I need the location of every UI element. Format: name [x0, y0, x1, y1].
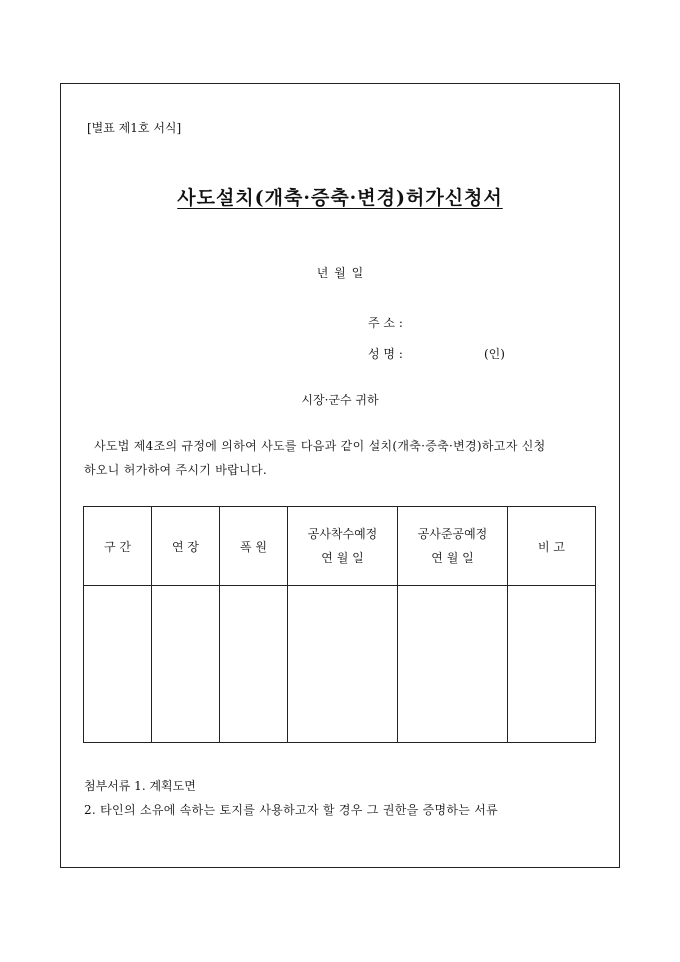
header-remarks: 비 고: [508, 507, 596, 586]
recipient: 시장·군수 귀하: [301, 393, 379, 407]
form-label: [별표 제1호 서식]: [87, 121, 182, 135]
date-line: 년 월 일: [316, 266, 364, 280]
header-start-date-line1: 공사착수예정: [307, 527, 378, 541]
document-title: 사도설치(개축·증축·변경)허가신청서: [177, 187, 503, 209]
name-label: 성 명 :: [368, 347, 403, 361]
table-row: [84, 586, 596, 743]
attachments-line-1: 첨부서류 1. 계획도면: [84, 779, 196, 793]
table-header-row: [84, 507, 596, 586]
header-start-date: [288, 507, 398, 586]
cell-width[interactable]: [220, 586, 288, 743]
header-section: 구 간: [84, 507, 152, 586]
body-text-line-2: 하오니 허가하여 주시기 바랍니다.: [84, 463, 267, 477]
cell-section[interactable]: [84, 586, 152, 743]
header-width: 폭 원: [220, 507, 288, 586]
header-finish-date-line2: 연 월 일: [431, 551, 474, 565]
header-finish-date: [398, 507, 508, 586]
attachments-line-2: 2. 타인의 소유에 속하는 토지를 사용하고자 할 경우 그 권한을 증명하는 서류: [84, 803, 499, 817]
seal-mark: (인): [484, 347, 505, 361]
address-label: 주 소 :: [368, 316, 403, 330]
cell-remarks[interactable]: [508, 586, 596, 743]
cell-start-date[interactable]: [288, 586, 398, 743]
cell-finish-date[interactable]: [398, 586, 508, 743]
body-text-line-1: 사도법 제4조의 규정에 의하여 사도를 다음과 같이 설치(개축·증축·변경)하고자 신청: [94, 439, 546, 453]
header-start-date-line2: 연 월 일: [321, 551, 364, 565]
cell-length[interactable]: [152, 586, 220, 743]
application-table: [83, 506, 596, 743]
header-length: 연 장: [152, 507, 220, 586]
header-finish-date-line1: 공사준공예정: [417, 527, 488, 541]
